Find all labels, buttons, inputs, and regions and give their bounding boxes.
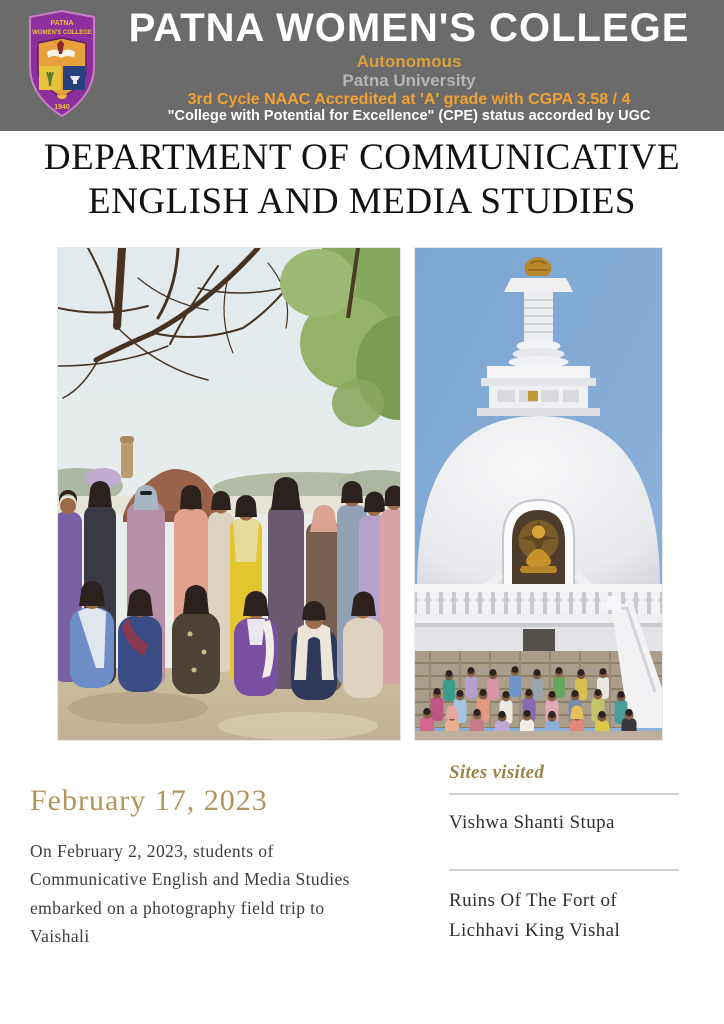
- department-title-line1: DEPARTMENT OF COMMUNICATIVE: [43, 137, 681, 178]
- photo-row: [58, 248, 662, 740]
- stupa-harmika: [477, 366, 600, 416]
- article-body: On February 2, 2023, students of Communicative English and Media Studies embarked on a photography field trip to Vaishali: [30, 841, 350, 947]
- autonomous-label: Autonomous: [356, 52, 462, 72]
- cpe-status-line: "College with Potential for Excellence" (CPE) status accorded by UGC: [167, 108, 651, 125]
- sites-column: [449, 762, 679, 968]
- header-text-block: [104, 7, 714, 125]
- naac-accreditation-line: 3rd Cycle NAAC Accredited at 'A' grade with CGPA 3.58 / 4: [187, 90, 631, 108]
- university-label: Patna University: [342, 70, 476, 90]
- department-title-line2: ENGLISH AND MEDIA STUDIES: [88, 180, 636, 222]
- ground-light: [218, 712, 378, 740]
- crest-year: 1940: [54, 104, 70, 111]
- crest-text-line1: PATNA: [50, 20, 74, 27]
- ground: [415, 731, 662, 740]
- college-crest-logo: [27, 10, 97, 118]
- stone-pillar: [120, 436, 134, 478]
- crest-text-line2: WOMEN'S COLLEGE: [32, 30, 92, 36]
- group-photo-illustration: [58, 248, 400, 740]
- college-header: [0, 0, 724, 131]
- college-name: PATNA WOMEN'S COLLEGE: [128, 6, 690, 50]
- stupa-photo-illustration: [415, 248, 662, 740]
- bottom-section: [30, 762, 679, 968]
- sites-divider-2: [449, 869, 679, 871]
- group-photo: [58, 248, 400, 740]
- site-item-stupa: Vishwa Shanti Stupa: [449, 812, 615, 833]
- stupa-photo: [415, 248, 662, 740]
- site-item-ruins: Ruins Of The Fort of Lichhavi King Vishal: [449, 890, 621, 941]
- ground-shadow: [68, 692, 208, 724]
- article-column: [30, 762, 395, 968]
- sites-divider-1: [449, 793, 679, 795]
- article-date: February 17, 2023: [30, 784, 268, 817]
- sites-heading: Sites visited: [449, 762, 545, 783]
- department-title: [0, 136, 724, 223]
